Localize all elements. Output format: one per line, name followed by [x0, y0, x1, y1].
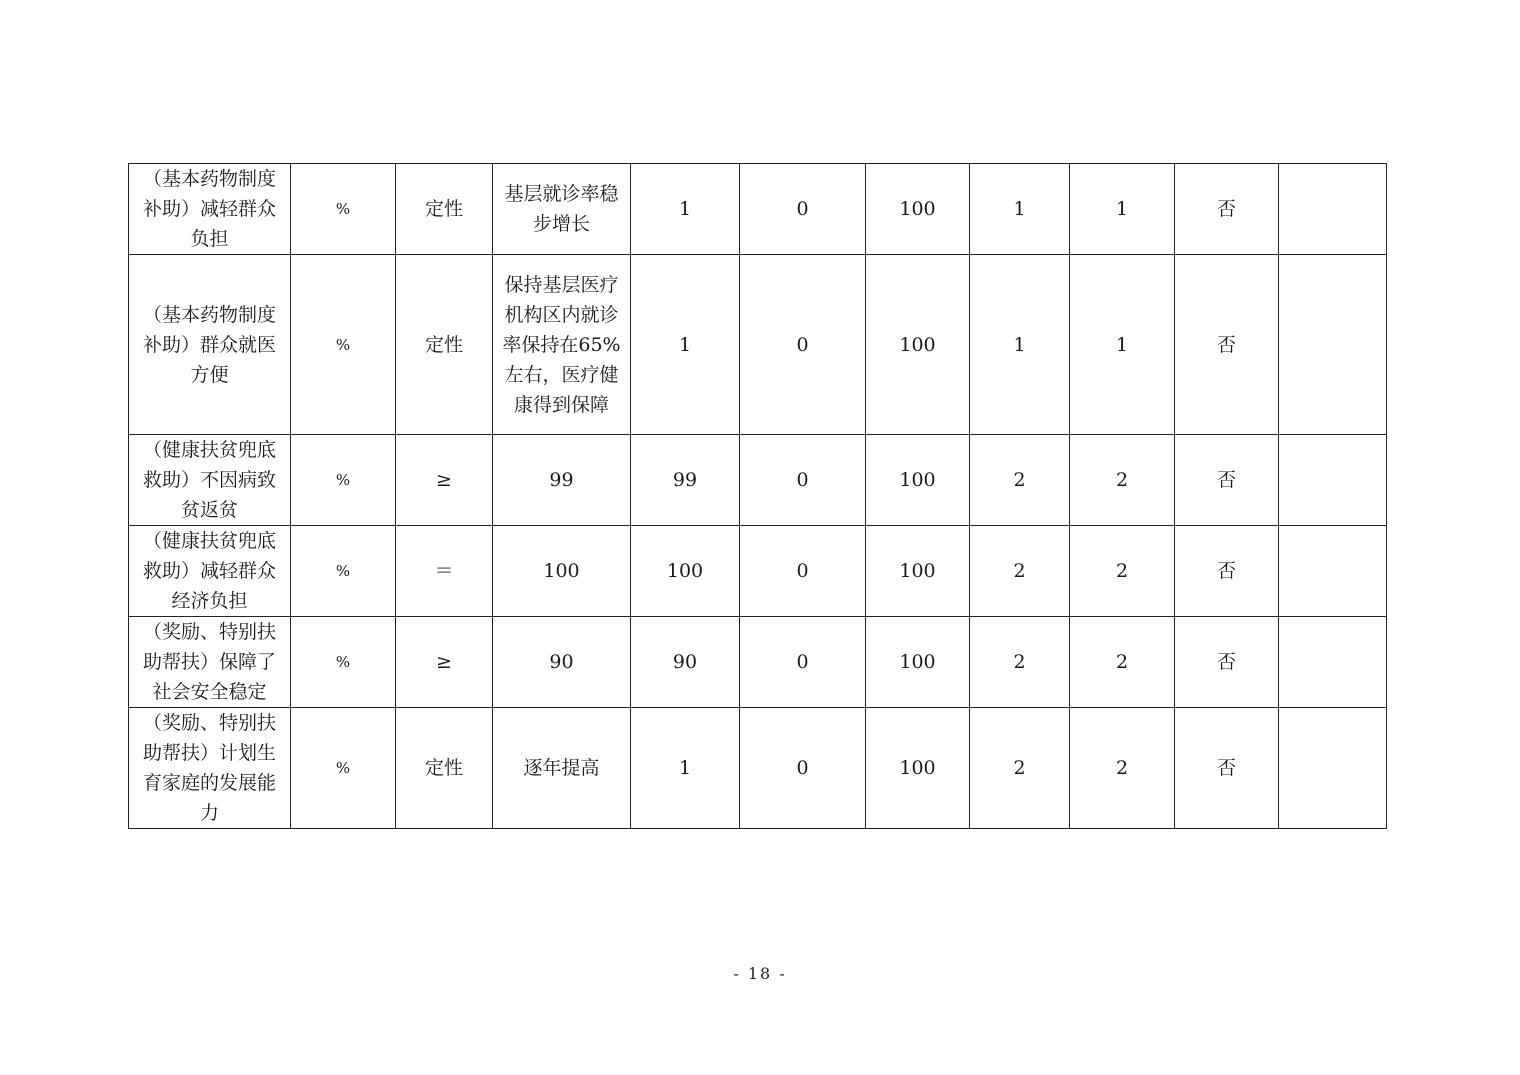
- note-cell: [1279, 164, 1387, 255]
- target-value-cell: 基层就诊率稳步增长: [493, 164, 631, 255]
- target-value-cell: 100: [493, 526, 631, 617]
- target-value-cell: 逐年提高: [493, 708, 631, 829]
- indicator-name-cell: （健康扶贫兜底救助）减轻群众经济负担: [129, 526, 291, 617]
- actual-value-cell: 1: [631, 164, 740, 255]
- operator-cell: ≥: [396, 617, 493, 708]
- table-row: [129, 617, 1387, 708]
- table-row: [129, 708, 1387, 829]
- flag-cell: 否: [1175, 526, 1279, 617]
- value-cell: 100: [866, 255, 970, 435]
- actual-value-cell: 99: [631, 435, 740, 526]
- indicator-name-cell: （健康扶贫兜底救助）不因病致贫返贫: [129, 435, 291, 526]
- value-cell: 100: [866, 526, 970, 617]
- operator-cell: 定性: [396, 255, 493, 435]
- operator-cell: ＝: [396, 526, 493, 617]
- page-number: - 18 -: [733, 964, 787, 983]
- unit-cell: %: [291, 617, 396, 708]
- note-cell: [1279, 435, 1387, 526]
- value-cell: 1: [970, 164, 1070, 255]
- value-cell: 0: [740, 708, 866, 829]
- value-cell: 0: [740, 164, 866, 255]
- value-cell: 0: [740, 255, 866, 435]
- performance-indicator-table: [128, 163, 1387, 829]
- actual-value-cell: 1: [631, 255, 740, 435]
- unit-cell: %: [291, 435, 396, 526]
- flag-cell: 否: [1175, 435, 1279, 526]
- value-cell: 100: [866, 617, 970, 708]
- target-value-cell: 90: [493, 617, 631, 708]
- target-value-cell: 99: [493, 435, 631, 526]
- value-cell: 2: [970, 526, 1070, 617]
- operator-cell: ≥: [396, 435, 493, 526]
- flag-cell: 否: [1175, 255, 1279, 435]
- table-row: [129, 435, 1387, 526]
- note-cell: [1279, 255, 1387, 435]
- unit-cell: %: [291, 164, 396, 255]
- actual-value-cell: 90: [631, 617, 740, 708]
- note-cell: [1279, 526, 1387, 617]
- note-cell: [1279, 617, 1387, 708]
- value-cell: 100: [866, 435, 970, 526]
- value-cell: 1: [970, 255, 1070, 435]
- value-cell: 0: [740, 617, 866, 708]
- flag-cell: 否: [1175, 617, 1279, 708]
- actual-value-cell: 100: [631, 526, 740, 617]
- table-row: [129, 164, 1387, 255]
- value-cell: 0: [740, 435, 866, 526]
- value-cell: 2: [970, 435, 1070, 526]
- flag-cell: 否: [1175, 708, 1279, 829]
- indicator-name-cell: （奖励、特别扶助帮扶）计划生育家庭的发展能力: [129, 708, 291, 829]
- value-cell: 0: [740, 526, 866, 617]
- value-cell: 1: [1070, 164, 1175, 255]
- value-cell: 100: [866, 164, 970, 255]
- unit-cell: %: [291, 255, 396, 435]
- value-cell: 2: [1070, 526, 1175, 617]
- indicator-name-cell: （基本药物制度补助）减轻群众负担: [129, 164, 291, 255]
- value-cell: 2: [970, 708, 1070, 829]
- value-cell: 2: [1070, 708, 1175, 829]
- flag-cell: 否: [1175, 164, 1279, 255]
- table-row: [129, 526, 1387, 617]
- operator-cell: 定性: [396, 164, 493, 255]
- unit-cell: %: [291, 526, 396, 617]
- target-value-cell: 保持基层医疗机构区内就诊率保持在65%左右，医疗健康得到保障: [493, 255, 631, 435]
- indicator-name-cell: （奖励、特别扶助帮扶）保障了社会安全稳定: [129, 617, 291, 708]
- value-cell: 100: [866, 708, 970, 829]
- note-cell: [1279, 708, 1387, 829]
- value-cell: 1: [1070, 255, 1175, 435]
- unit-cell: %: [291, 708, 396, 829]
- operator-cell: 定性: [396, 708, 493, 829]
- actual-value-cell: 1: [631, 708, 740, 829]
- table-row: [129, 255, 1387, 435]
- indicator-name-cell: （基本药物制度补助）群众就医方便: [129, 255, 291, 435]
- value-cell: 2: [1070, 435, 1175, 526]
- value-cell: 2: [970, 617, 1070, 708]
- value-cell: 2: [1070, 617, 1175, 708]
- table-body: [129, 164, 1387, 829]
